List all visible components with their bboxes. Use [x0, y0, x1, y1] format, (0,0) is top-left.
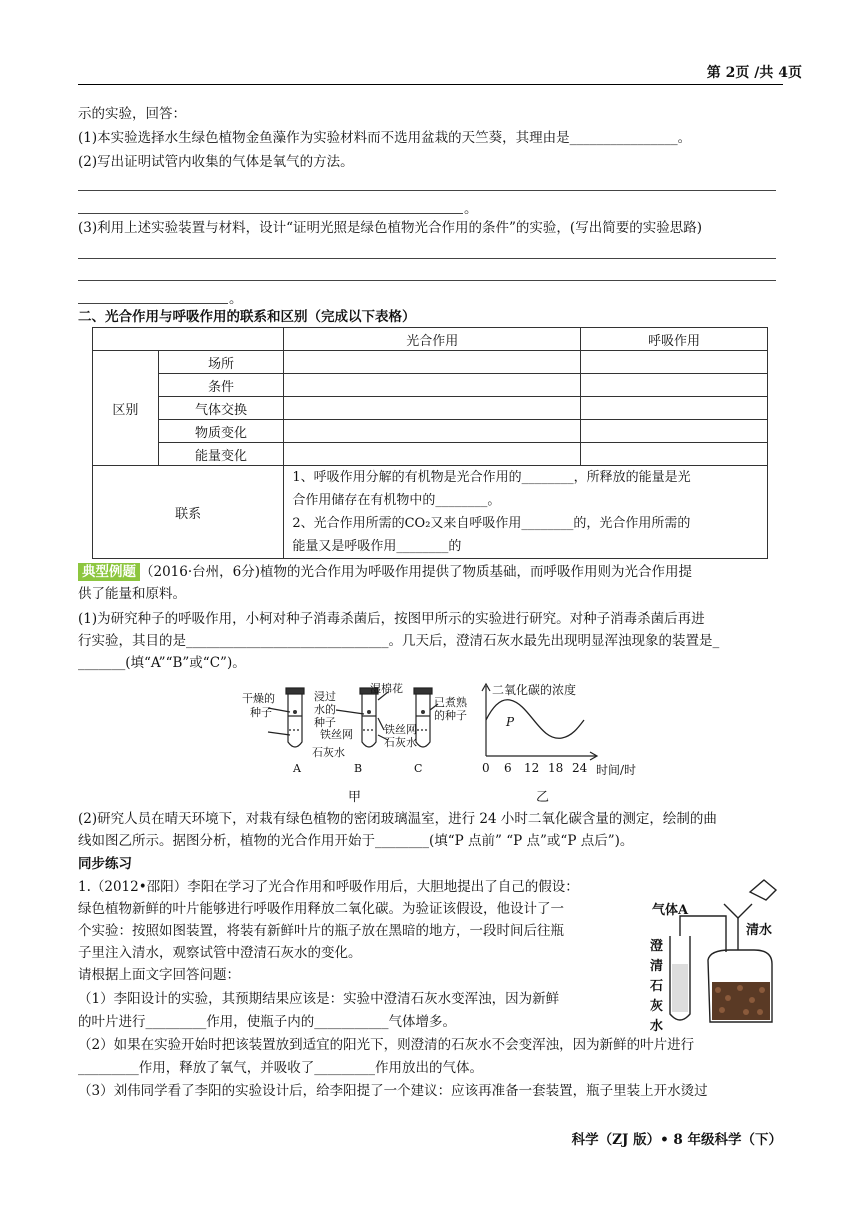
answer-cell[interactable] — [581, 351, 768, 374]
practice-line: （2）如果在实验开始时把该装置放到适宜的阳光下，则澄清的石灰水不会变浑浊，因为新鲜的叶片进行 — [78, 1037, 695, 1053]
label-mesh: 铁丝网 — [384, 723, 417, 736]
example-line: （2016·台州，6分)植物的光合作用为呼吸作用提供了物质基础，而呼吸作用则为光合作用提 — [140, 564, 693, 580]
answer-line — [78, 303, 228, 304]
label-soaked: 种子 — [314, 716, 336, 729]
link-content — [284, 466, 768, 559]
link-line: 合作用储存在有机物中的________。 — [292, 493, 501, 508]
label-mesh: 铁丝网 — [320, 728, 353, 741]
example-line: (1)为研究种子的呼吸作用，小柯对种子消毒杀菌后，按图甲所示的实验进行研究。对种子消毒杀菌后再进 — [78, 611, 705, 627]
practice-line: （3）刘伟同学看了李阳的实验设计后，给李阳提了一个建议：应该再准备一套装置，瓶子里装上开水烫过 — [78, 1083, 708, 1099]
row-label: 场所 — [158, 351, 284, 374]
practice-line: 请根据上面文字回答问题： — [78, 967, 240, 983]
answer-cell[interactable] — [581, 374, 768, 397]
label-soaked: 浸过 — [314, 690, 336, 703]
row-label: 物质变化 — [158, 420, 284, 443]
answer-line — [78, 190, 776, 191]
answer-cell[interactable] — [581, 420, 768, 443]
label-dry-seed: 种子 — [250, 706, 272, 719]
label-lime-water: 清 — [650, 959, 664, 974]
page-number: 第 2页 /共 4页 — [706, 65, 802, 81]
label-lime-water: 石 — [650, 979, 664, 994]
practice-line: 的叶片进行_________作用，使瓶子内的___________气体增多。 — [78, 1014, 456, 1030]
label-jia: 甲 — [348, 790, 362, 804]
figure-jia — [238, 680, 468, 804]
practice-line: 个实验：按照如图装置，将装有新鲜叶片的瓶子放在黑暗的地方，一段时间后往瓶 — [78, 923, 564, 939]
label-lime-water: 澄 — [650, 939, 664, 954]
example-line: 线如图乙所示。据图分析，植物的光合作用开始于________(填“P 点前” “P 点”或“P 点后”)。 — [78, 833, 634, 849]
tick-label: 24 — [572, 761, 588, 775]
link-label: 联系 — [93, 466, 284, 559]
question-1: (1)本实验选择水生绿色植物金鱼藻作为实验材料而不选用盆栽的天竺葵，其理由是________________。 — [78, 130, 692, 146]
answer-line — [78, 280, 776, 281]
x-axis-label: 时间/时 — [596, 763, 637, 777]
example-line: 供了能量和原料。 — [78, 586, 186, 602]
label-lime: 石灰水 — [384, 736, 417, 749]
label-soaked: 水的 — [314, 703, 336, 716]
tick-label: 0 — [482, 761, 490, 775]
label-cotton: 湿棉花 — [370, 682, 403, 695]
answer-cell[interactable] — [284, 397, 581, 420]
link-line: 能量又是呼吸作用________的 — [292, 539, 462, 554]
label-cooked: 的种子 — [434, 709, 467, 722]
footer: 科学（ZJ 版）• 8 年级科学（下） — [571, 1132, 782, 1148]
tick-label: 12 — [524, 761, 540, 775]
apparatus-figure — [630, 874, 785, 1034]
intro-text: 示的实验，回答： — [78, 106, 186, 122]
practice-line: _________作用，释放了氧气，并吸收了_________作用放出的气体。 — [78, 1060, 483, 1076]
period: 。 — [464, 201, 478, 217]
example-line: 行实验，其目的是______________________________。几天后，澄清石灰水最先出现明显浑浊现象的装置是_ — [78, 633, 720, 649]
label-lime: 石灰水 — [312, 746, 345, 759]
tick-label: 6 — [504, 761, 512, 775]
question-3: (3)利用上述实验装置与材料，设计“证明光照是绿色植物光合作用的条件”的实验，(写出简要的实验思路) — [78, 220, 702, 236]
label-lime-water: 灰 — [650, 999, 664, 1014]
practice-line: 1.（2012•邵阳）李阳在学习了光合作用和呼吸作用后，大胆地提出了自己的假设： — [78, 879, 579, 895]
answer-cell[interactable] — [284, 374, 581, 397]
practice-line: 子里注入清水，观察试管中澄清石灰水的变化。 — [78, 945, 362, 961]
label-b: B — [354, 762, 363, 775]
question-2: (2)写出证明试管内收集的气体是氧气的方法。 — [78, 154, 354, 170]
tick-label: 18 — [548, 761, 564, 775]
answer-line — [78, 213, 463, 214]
header-photosynthesis: 光合作用 — [284, 328, 581, 351]
link-line: 2、光合作用所需的CO₂又来自呼吸作用________的，光合作用所需的 — [292, 516, 691, 531]
answer-cell[interactable] — [284, 420, 581, 443]
figure-yi — [472, 680, 662, 804]
label-dry-seed: 干燥的 — [242, 692, 275, 705]
label-c: C — [414, 762, 423, 775]
label-yi: 乙 — [536, 790, 550, 804]
section-title: 二、光合作用与呼吸作用的联系和区别（完成以下表格） — [78, 309, 416, 325]
row-label: 条件 — [158, 374, 284, 397]
label-lime-water: 水 — [650, 1019, 664, 1034]
header-respiration: 呼吸作用 — [581, 328, 768, 351]
point-p: P — [506, 715, 515, 729]
answer-cell[interactable] — [284, 443, 581, 466]
period: 。 — [229, 291, 243, 307]
answer-cell[interactable] — [581, 443, 768, 466]
example-line: (2)研究人员在晴天环境下，对栽有绿色植物的密闭玻璃温室，进行 24 小时二氧化碳含量的测定，绘制的曲 — [78, 811, 717, 827]
difference-label: 区别 — [93, 351, 159, 466]
label-water: 清水 — [746, 923, 773, 938]
answer-cell[interactable] — [581, 397, 768, 420]
comparison-table — [92, 327, 768, 559]
link-line: 1、呼吸作用分解的有机物是光合作用的________，所释放的能量是光 — [292, 470, 691, 485]
practice-line: （1）李阳设计的实验，其预期结果应该是：实验中澄清石灰水变浑浊，因为新鲜 — [78, 991, 560, 1007]
header-rule — [78, 84, 783, 85]
label-a: A — [293, 762, 301, 775]
graph-title: 二氧化碳的浓度 — [492, 683, 577, 697]
example-tag: 典型例题 — [78, 563, 140, 581]
label-cooked: 已煮熟 — [434, 696, 467, 709]
row-label: 气体交换 — [158, 397, 284, 420]
answer-line — [78, 258, 776, 259]
row-label: 能量变化 — [158, 443, 284, 466]
table-corner — [93, 328, 284, 351]
label-gas-a: 气体A — [652, 903, 689, 918]
practice-title: 同步练习 — [78, 856, 132, 872]
answer-cell[interactable] — [284, 351, 581, 374]
example-line: _______(填“A”“B”或“C”)。 — [78, 655, 246, 671]
practice-line: 绿色植物新鲜的叶片能够进行呼吸作用释放二氧化碳。为验证该假设，他设计了一 — [78, 901, 564, 917]
